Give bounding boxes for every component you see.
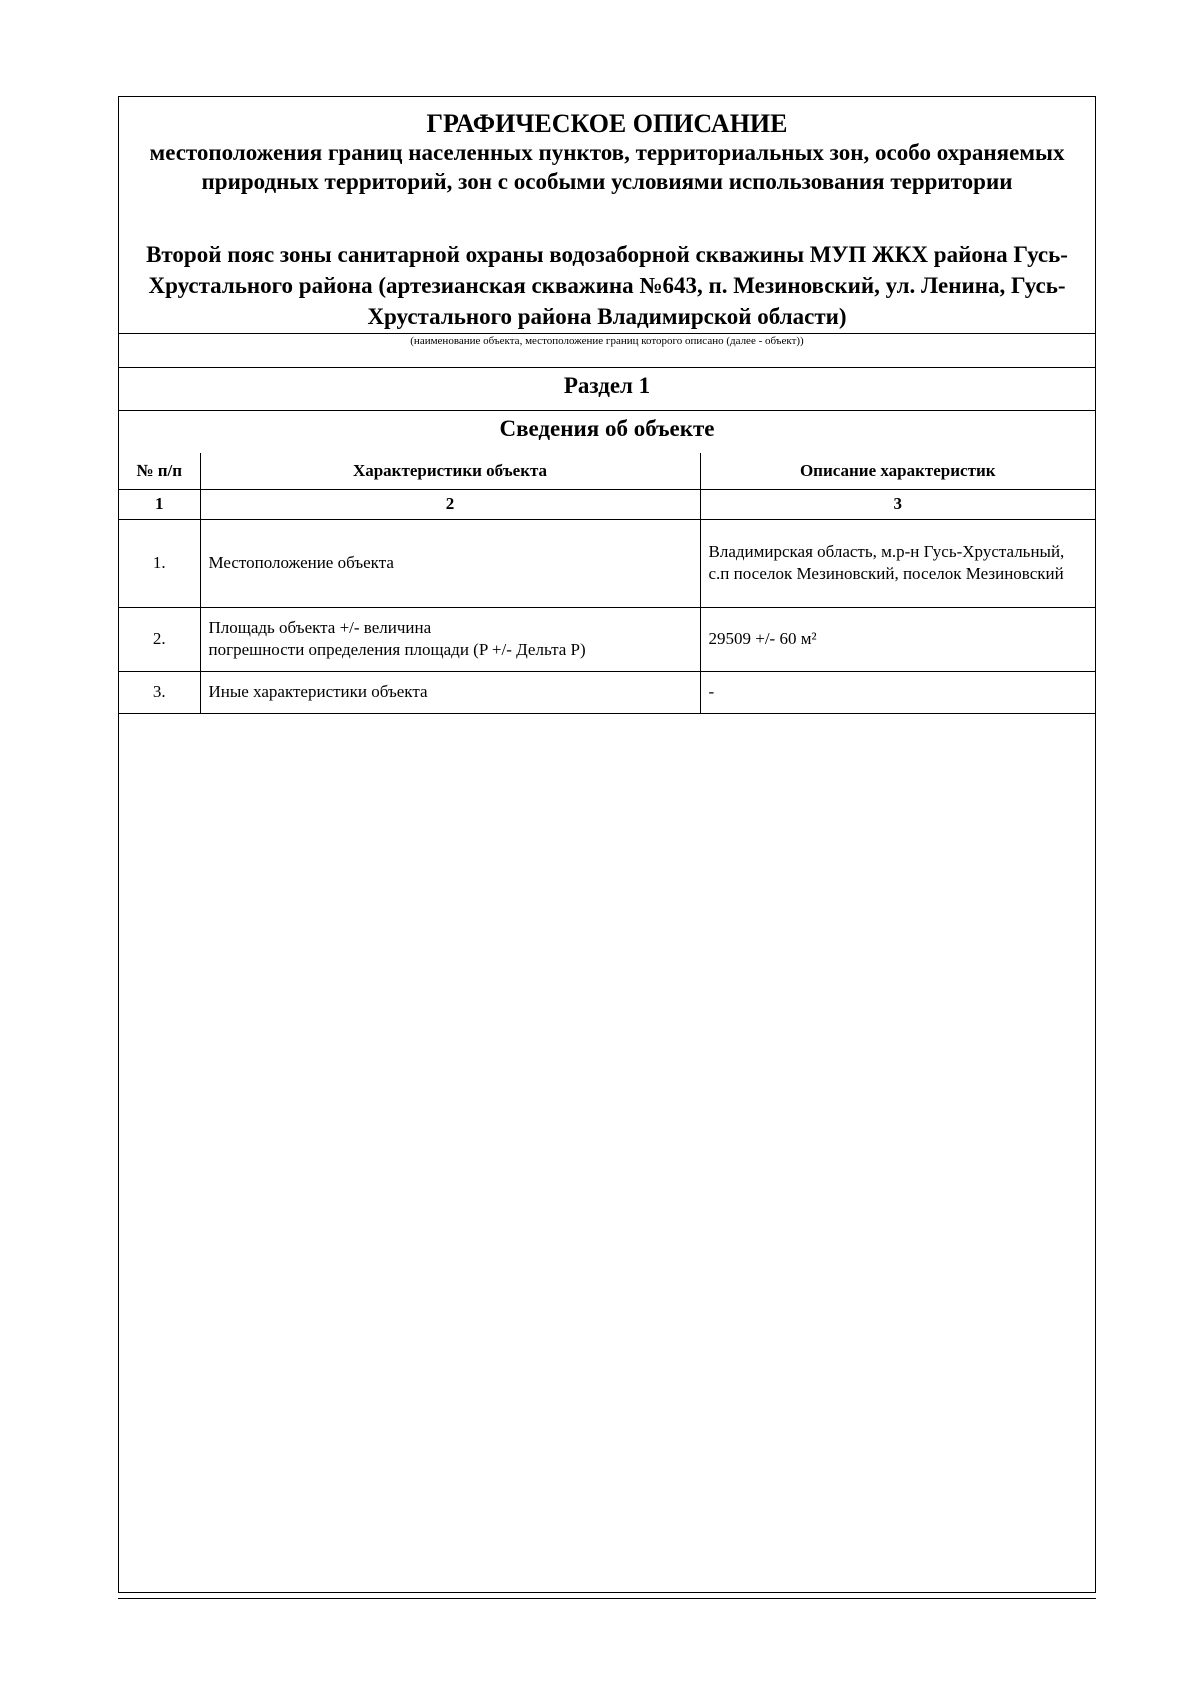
table-index-row [119,489,1095,519]
row-characteristic: Местоположение объекта [200,519,700,607]
row-number: 2. [119,607,200,671]
table-row [119,671,1095,713]
row-number: 3. [119,671,200,713]
document-header [119,97,1095,333]
frame-bottom-line [118,1598,1096,1599]
row-characteristic: Площадь объекта +/- величина погрешности определения площади (P +/- Дельта P) [200,607,700,671]
table-row [119,519,1095,607]
section-title: Раздел 1 [563,373,651,398]
row-number: 1. [119,519,200,607]
object-info-table [119,453,1095,714]
row-description: - [700,671,1095,713]
column-header-description: Описание характеристик [700,453,1095,489]
table-header-row [119,453,1095,489]
object-name: Второй пояс зоны санитарной охраны водозаборной скважины МУП ЖКХ района Гусь-Хрустального района (артезианская скважина №643, п. Мезиновский, ул. Ленина, Гусь-Хрустального района Владимирской области) [146,242,1068,329]
column-header-characteristic: Характеристики объекта [200,453,700,489]
table-row [119,607,1095,671]
document-title: ГРАФИЧЕСКОЕ ОПИСАНИЕ [426,109,788,138]
column-header-number: № п/п [119,453,200,489]
document-frame [118,96,1096,1593]
column-index: 3 [700,489,1095,519]
section-subtitle: Сведения об объекте [499,416,715,441]
row-description: Владимирская область, м.р-н Гусь-Хрустальный, с.п поселок Мезиновский, поселок Мезиновский [700,519,1095,607]
row-description: 29509 +/- 60 м² [700,607,1095,671]
document-subtitle: местоположения границ населенных пунктов, территориальных зон, особо охраняемых природных территорий, зон с особыми условиями использования территории [149,140,1065,194]
column-index: 2 [200,489,700,519]
column-index: 1 [119,489,200,519]
object-name-caption: (наименование объекта, местоположение границ которого описано (далее - объект)) [410,335,804,347]
row-characteristic: Иные характеристики объекта [200,671,700,713]
